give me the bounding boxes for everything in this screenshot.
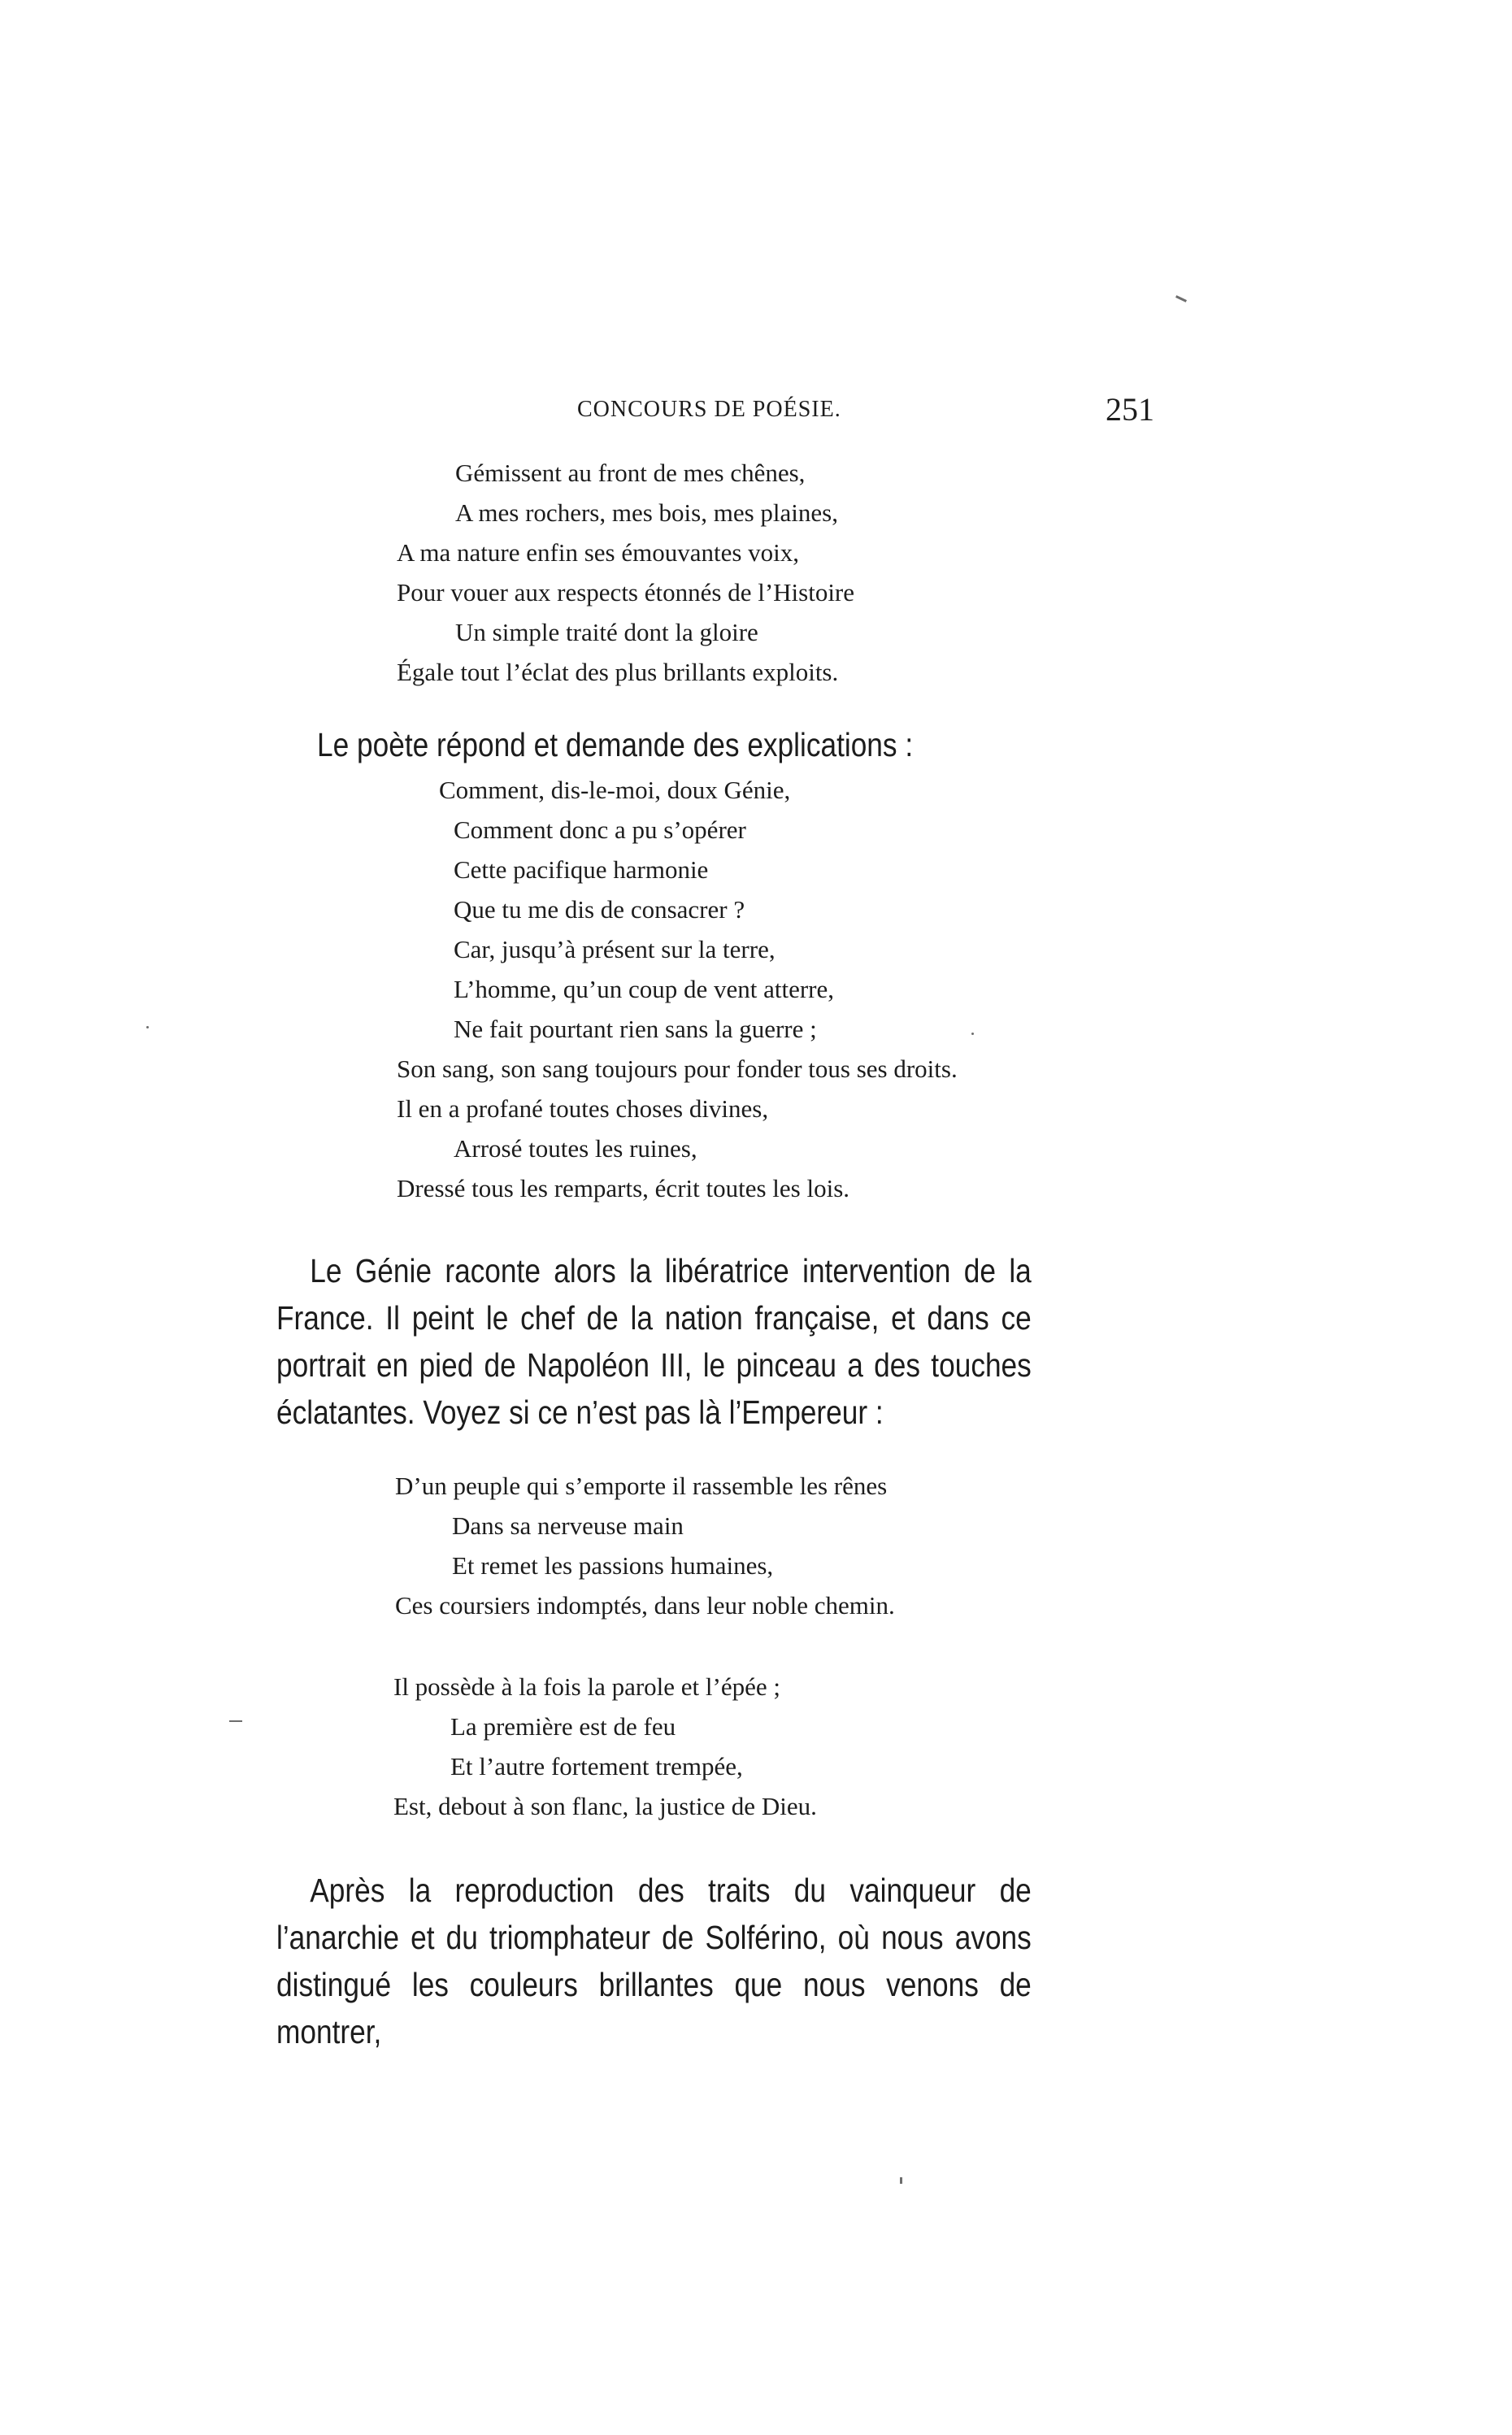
verse-line: D’un peuple qui s’emporte il rassemble les rênes: [395, 1472, 888, 1500]
verse-line: Dans sa nerveuse main: [452, 1511, 684, 1540]
stanza-1: [397, 453, 854, 692]
body-paragraph: Après la reproduction des traits du vainqueur de l’anarchie et du triomphateur de Solférino, où nous avons distingué les couleurs brillantes que nous venons de montrer,: [276, 1872, 1032, 2050]
verse-line: Comment donc a pu s’opérer: [454, 815, 746, 844]
scan-speck: [146, 1026, 149, 1028]
verse-line: Gémissent au front de mes chênes,: [455, 459, 806, 487]
scan-speck: [900, 2177, 902, 2184]
stanza-2: [397, 770, 958, 1208]
stanza-3: [395, 1466, 895, 1625]
verse-line: Et remet les passions humaines,: [452, 1551, 774, 1580]
verse-line: Ne fait pourtant rien sans la guerre ;: [454, 1015, 817, 1043]
scan-speck: [229, 1720, 242, 1722]
scan-speck: [971, 1033, 974, 1035]
scan-speck: [1175, 295, 1187, 302]
body-paragraph: Le Génie raconte alors la libératrice intervention de la France. Il peint le chef de la nation française, et dans ce portrait en pied de Napoléon III, le pinceau a des touches éclatantes. Voyez si ce n’est pas là l’Empereur :: [276, 1252, 1032, 1431]
verse-line: Il possède à la fois la parole et l’épée ;: [393, 1672, 780, 1701]
verse-line: Est, debout à son flanc, la justice de Dieu.: [393, 1792, 817, 1820]
verse-line: Et l’autre fortement trempée,: [450, 1752, 743, 1781]
verse-line: Arrosé toutes les ruines,: [454, 1134, 697, 1163]
verse-line: Que tu me dis de consacrer ?: [454, 895, 745, 924]
verse-line: Comment, dis-le-moi, doux Génie,: [439, 776, 791, 804]
verse-line: Car, jusqu’à présent sur la terre,: [454, 935, 776, 963]
verse-line: Dressé tous les remparts, écrit toutes les lois.: [397, 1174, 850, 1202]
verse-line: Son sang, son sang toujours pour fonder tous ses droits.: [397, 1054, 958, 1083]
running-head: CONCOURS DE POÉSIE.: [577, 397, 841, 422]
intro-paragraph: Le poète répond et demande des explications :: [317, 726, 914, 763]
verse-line: Pour vouer aux respects étonnés de l’Histoire: [397, 578, 855, 607]
verse-line: Ces coursiers indomptés, dans leur noble chemin.: [395, 1591, 895, 1620]
verse-line: A ma nature enfin ses émouvantes voix,: [397, 538, 800, 567]
verse-line: A mes rochers, mes bois, mes plaines,: [455, 498, 838, 527]
verse-line: L’homme, qu’un coup de vent atterre,: [454, 975, 835, 1003]
verse-line: Un simple traité dont la gloire: [455, 618, 758, 646]
verse-line: La première est de feu: [450, 1712, 676, 1741]
page-number: 251: [1106, 391, 1154, 428]
verse-line: Cette pacifique harmonie: [454, 855, 709, 884]
stanza-4: [393, 1667, 817, 1826]
verse-line: Il en a profané toutes choses divines,: [397, 1094, 769, 1123]
verse-line: Égale tout l’éclat des plus brillants exploits.: [397, 658, 839, 686]
